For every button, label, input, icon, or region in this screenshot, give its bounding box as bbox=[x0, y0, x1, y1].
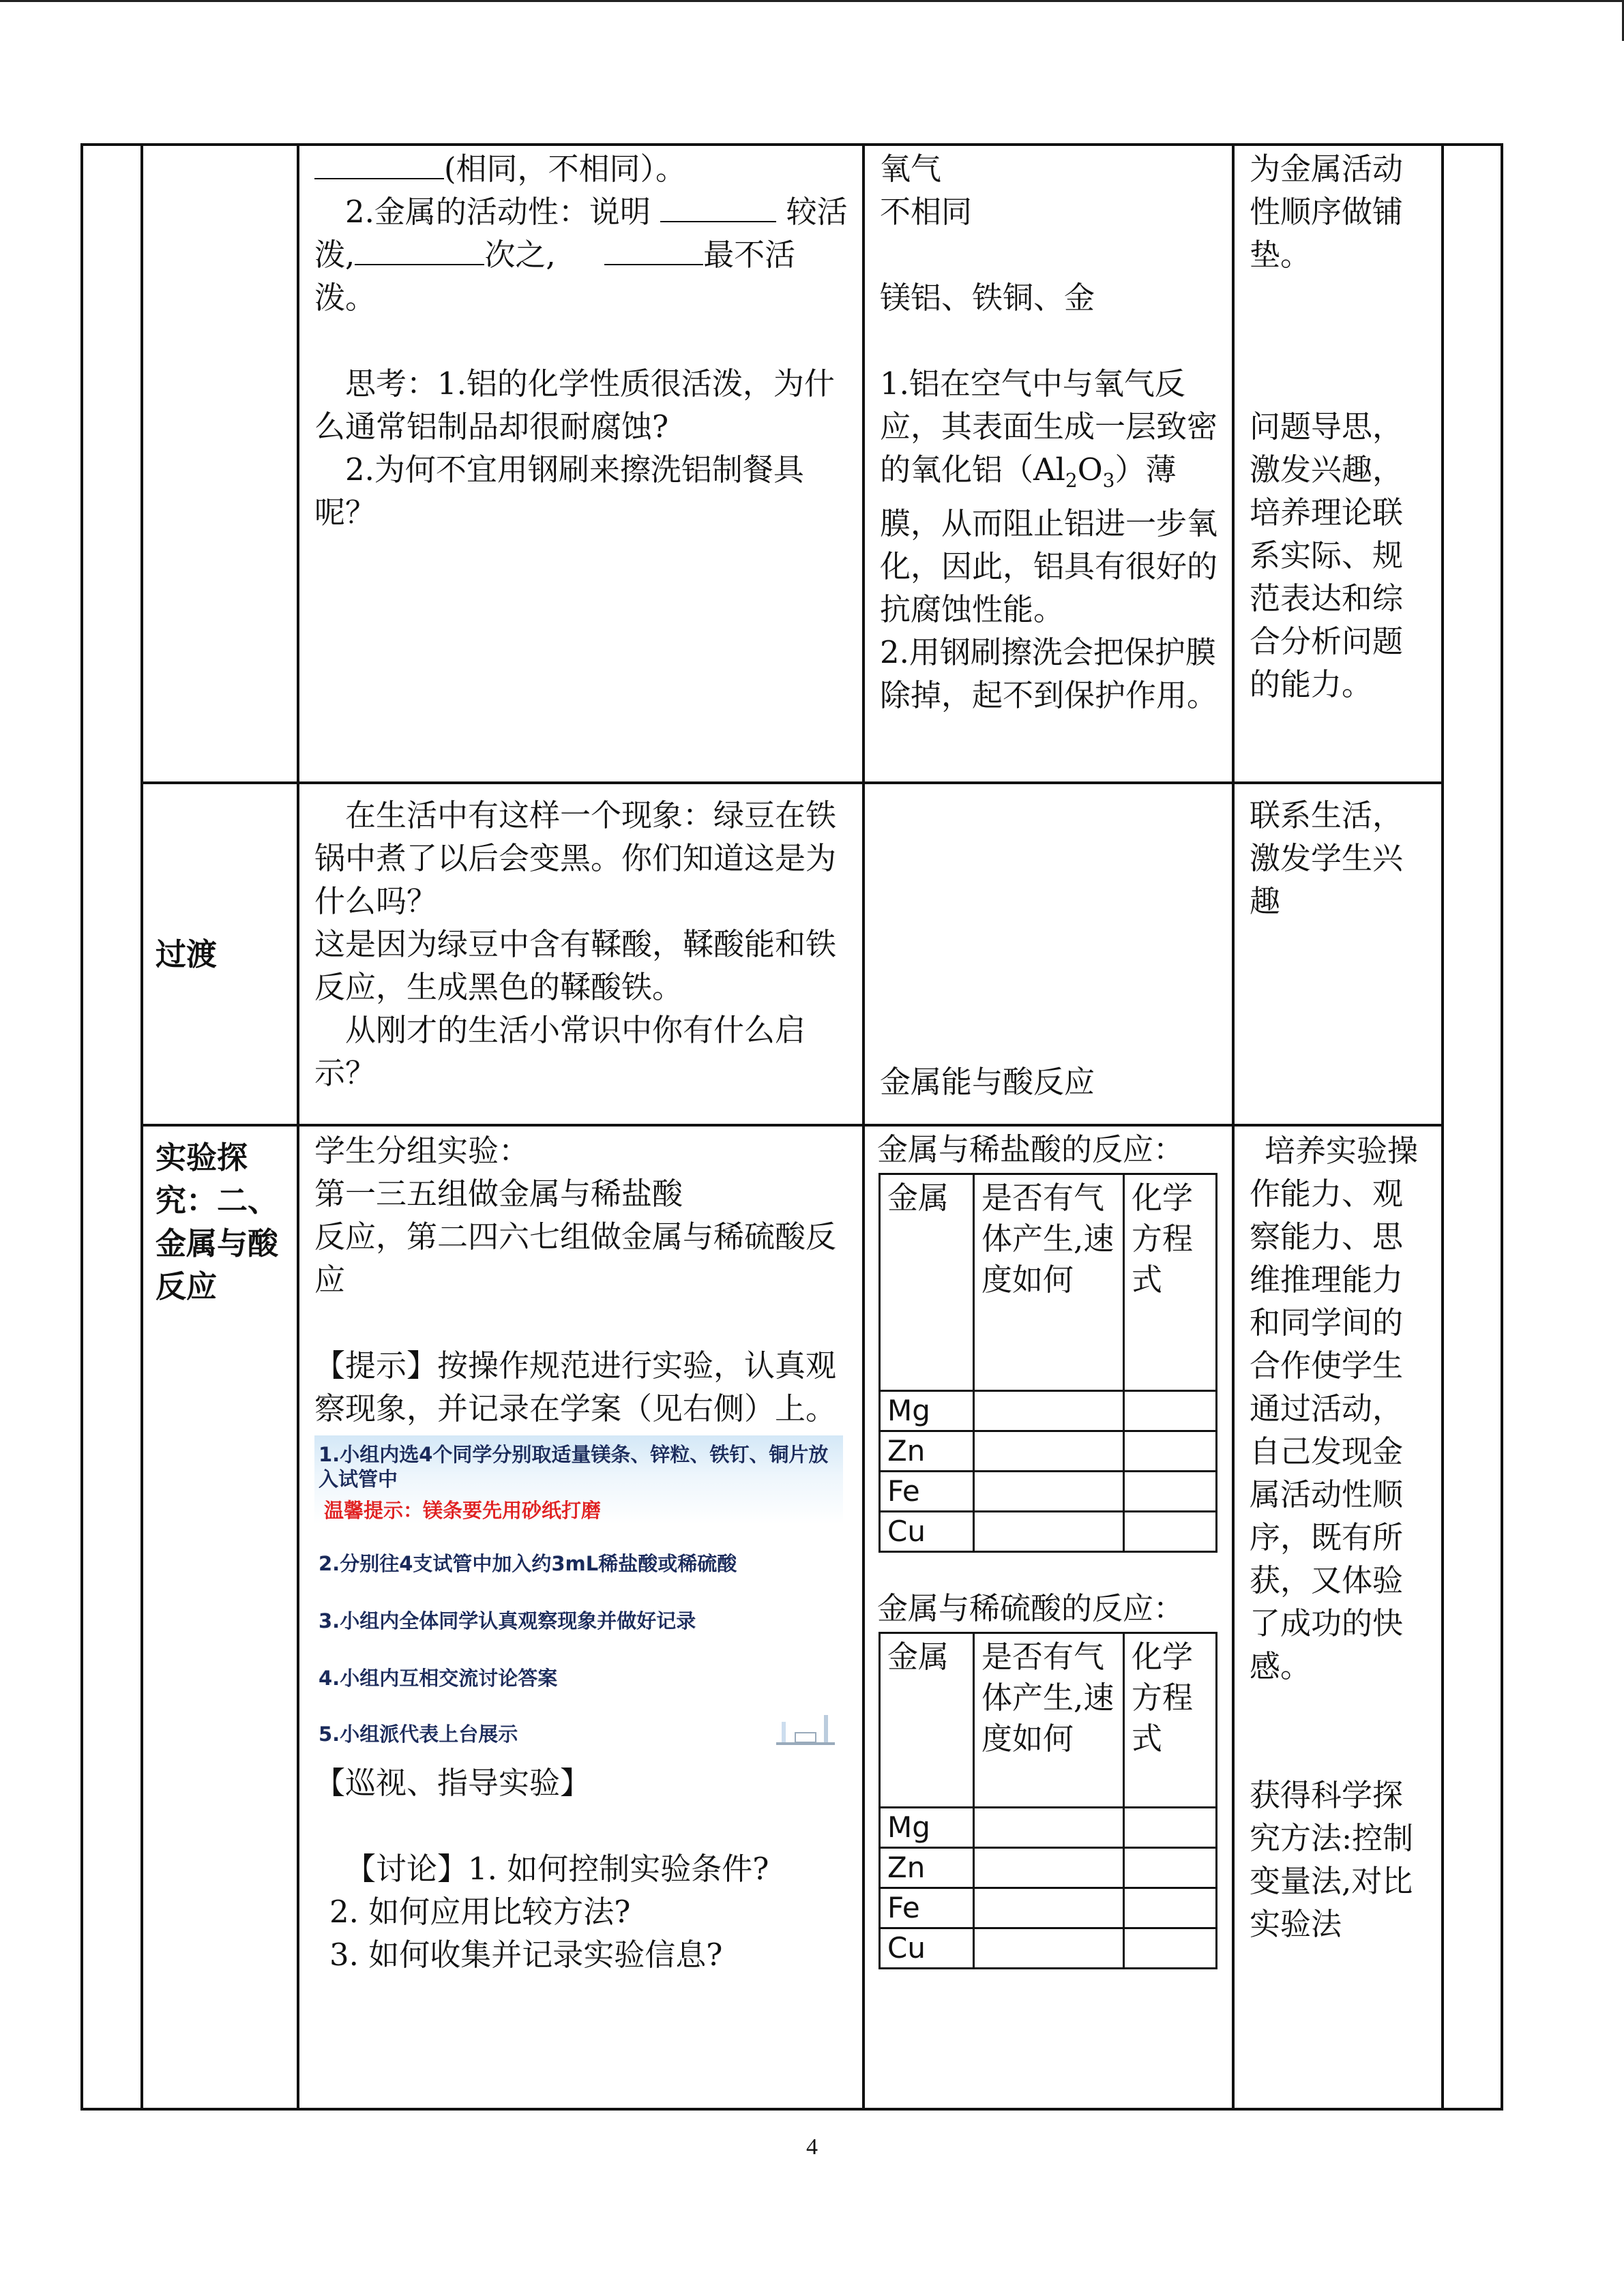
record-cell[interactable] bbox=[974, 1808, 1124, 1848]
table-row bbox=[82, 783, 1502, 1125]
teacher-text: 反应，第二四六七组做金属与稀硫酸反应 bbox=[314, 1219, 837, 1298]
student-answer: 镁铝、铁铜、金 bbox=[880, 280, 1095, 316]
record-cell[interactable] bbox=[974, 1928, 1124, 1969]
h2so4-record-table bbox=[879, 1632, 1217, 1969]
header-gas: 是否有气体产生,速度如何 bbox=[974, 1174, 1124, 1391]
slide-step-5: 5.小组派代表上台展示 bbox=[319, 1723, 518, 1746]
record-cell[interactable] bbox=[974, 1391, 1124, 1431]
record-cell[interactable] bbox=[1124, 1391, 1217, 1431]
note-cell bbox=[1443, 145, 1502, 2109]
header-gas: 是否有气体产生,速度如何 bbox=[974, 1633, 1124, 1808]
discussion-2: 2. 如何应用比较方法? bbox=[329, 1894, 631, 1930]
header-equation: 化学方程式 bbox=[1124, 1633, 1217, 1808]
table-row bbox=[82, 145, 1502, 783]
teacher-activity-cell bbox=[298, 145, 863, 783]
record-cell[interactable] bbox=[1124, 1928, 1217, 1969]
student-answer: 金属能与酸反应 bbox=[880, 1064, 1095, 1100]
slide-step-1: 1.小组内选4个同学分别取适量镁条、锌粒、铁钉、铜片放入试管中 bbox=[319, 1443, 829, 1491]
lab-equipment-icon bbox=[775, 1712, 836, 1748]
teacher-text: 这是因为绿豆中含有鞣酸，鞣酸能和铁反应，生成黑色的鞣酸铁。 bbox=[314, 926, 837, 1005]
page-top-border bbox=[0, 0, 1624, 2]
think-question-1: 思考：1.铝的化学性质很活泼，为什么通常铝制品却很耐腐蚀? bbox=[314, 366, 835, 445]
record-cell[interactable] bbox=[974, 1472, 1124, 1512]
metal-zn: Zn bbox=[880, 1848, 974, 1888]
teacher-text: 从刚才的生活小常识中你有什么启示？ bbox=[314, 1012, 806, 1091]
record-cell[interactable] bbox=[1124, 1512, 1217, 1552]
design-intent-cell bbox=[1233, 783, 1443, 1125]
student-answer: 不相同 bbox=[880, 194, 973, 230]
intent-text: 为金属活动性顺序做铺垫。 bbox=[1250, 151, 1404, 273]
intent-text: 问题导思，激发兴趣，培养理论联系实际、规范表达和综合分析问题的能力。 bbox=[1250, 408, 1404, 702]
record-cell[interactable] bbox=[1124, 1848, 1217, 1888]
metal-cu: Cu bbox=[880, 1512, 974, 1552]
slide-step-4: 4.小组内互相交流讨论答案 bbox=[319, 1667, 558, 1690]
intent-text: 联系生活，激发学生兴趣 bbox=[1250, 797, 1404, 919]
teacher-text: 第一三五组做金属与稀盐酸 bbox=[314, 1176, 683, 1212]
teacher-text: 次之, bbox=[484, 237, 556, 273]
table-title-hcl: 金属与稀盐酸的反应： bbox=[877, 1131, 1185, 1167]
hcl-record-table bbox=[879, 1173, 1217, 1553]
intent-text: 获得科学探究方法:控制变量法,对比实验法 bbox=[1250, 1777, 1414, 1942]
record-cell[interactable] bbox=[1124, 1808, 1217, 1848]
teacher-text: 在生活中有这样一个现象：绿豆在铁锅中煮了以后会变黑。你们知道这是为什么吗？ bbox=[314, 797, 837, 919]
teacher-text: 2.金属的活动性：说明 bbox=[345, 194, 651, 230]
table-title-h2so4: 金属与稀硫酸的反应： bbox=[877, 1590, 1185, 1626]
lesson-plan-table bbox=[80, 143, 1503, 2111]
fill-blank[interactable] bbox=[604, 234, 703, 265]
student-activity-cell bbox=[863, 145, 1233, 783]
slide-step-2: 2.分别往4支试管中加入约3mL稀盐酸或稀硫酸 bbox=[319, 1552, 737, 1575]
step-cell bbox=[142, 145, 298, 783]
fill-blank[interactable] bbox=[314, 148, 444, 179]
header-equation: 化学方程式 bbox=[1124, 1174, 1217, 1391]
think-question-2: 2.为何不宜用钢刷来擦洗铝制餐具呢？ bbox=[314, 451, 804, 531]
metal-mg: Mg bbox=[880, 1391, 974, 1431]
record-cell[interactable] bbox=[974, 1848, 1124, 1888]
teacher-tip: 【提示】按操作规范进行实验，认真观察现象，并记录在学案（见右侧）上。 bbox=[314, 1347, 837, 1427]
discussion-1: 【讨论】1. 如何控制实验条件? bbox=[345, 1851, 769, 1887]
metal-fe: Fe bbox=[880, 1472, 974, 1512]
metal-zn: Zn bbox=[880, 1431, 974, 1472]
discussion-3: 3. 如何收集并记录实验信息? bbox=[329, 1937, 723, 1973]
student-answer-1: 1.铝在空气中与氧气反应，其表面生成一层致密的氧化铝$(Al_2O_3)$薄膜，从而阻止铝进一步氧化，因此，铝具有很好的抗腐蚀性能。 bbox=[880, 366, 1218, 627]
intent-text: 培养实验操作能力、观察能力、思维推理能力和同学间的合作使学生通过活动，自己发现金属活动性顺序，既有所获，又体验了成功的快感。 bbox=[1250, 1133, 1419, 1684]
teacher-text: 较活泼, bbox=[314, 194, 848, 273]
student-answer-2: 2.用钢刷擦洗会把保护膜除掉，起不到保护作用。 bbox=[880, 634, 1218, 713]
record-cell[interactable] bbox=[1124, 1431, 1217, 1472]
teacher-text: 最不活泼。 bbox=[314, 237, 796, 316]
experiment-steps-slide bbox=[314, 1435, 843, 1755]
teacher-text: 学生分组实验： bbox=[314, 1133, 530, 1169]
record-cell[interactable] bbox=[974, 1888, 1124, 1928]
step-label: 过渡 bbox=[156, 936, 218, 972]
record-cell[interactable] bbox=[974, 1431, 1124, 1472]
record-cell[interactable] bbox=[1124, 1472, 1217, 1512]
fill-blank[interactable] bbox=[660, 191, 776, 222]
fill-blank[interactable] bbox=[355, 234, 484, 265]
teacher-text: 【巡视、指导实验】 bbox=[314, 1765, 591, 1801]
design-intent-cell bbox=[1233, 1125, 1443, 2109]
teacher-activity-cell bbox=[298, 783, 863, 1125]
step-cell bbox=[142, 783, 298, 1125]
record-cell[interactable] bbox=[974, 1512, 1124, 1552]
header-metal: 金属 bbox=[880, 1633, 974, 1808]
student-answer: 氧气 bbox=[880, 151, 942, 187]
blank-margin-cell bbox=[82, 145, 142, 2109]
teacher-activity-cell bbox=[298, 1125, 863, 2109]
slide-step-3: 3.小组内全体同学认真观察现象并做好记录 bbox=[319, 1609, 696, 1632]
page-number: 4 bbox=[806, 2134, 818, 2160]
student-activity-cell bbox=[863, 783, 1233, 1125]
teacher-text: (相同，不相同）。 bbox=[444, 151, 687, 187]
step-label: 实验探究：二、金属与酸反应 bbox=[156, 1139, 279, 1304]
header-metal: 金属 bbox=[880, 1174, 974, 1391]
metal-mg: Mg bbox=[880, 1808, 974, 1848]
slide-warning: 温馨提示：镁条要先用砂纸打磨 bbox=[324, 1499, 602, 1522]
student-activity-cell bbox=[863, 1125, 1233, 2109]
metal-cu: Cu bbox=[880, 1928, 974, 1969]
step-cell bbox=[142, 1125, 298, 2109]
record-cell[interactable] bbox=[1124, 1888, 1217, 1928]
metal-fe: Fe bbox=[880, 1888, 974, 1928]
table-row bbox=[82, 1125, 1502, 2109]
design-intent-cell bbox=[1233, 145, 1443, 783]
